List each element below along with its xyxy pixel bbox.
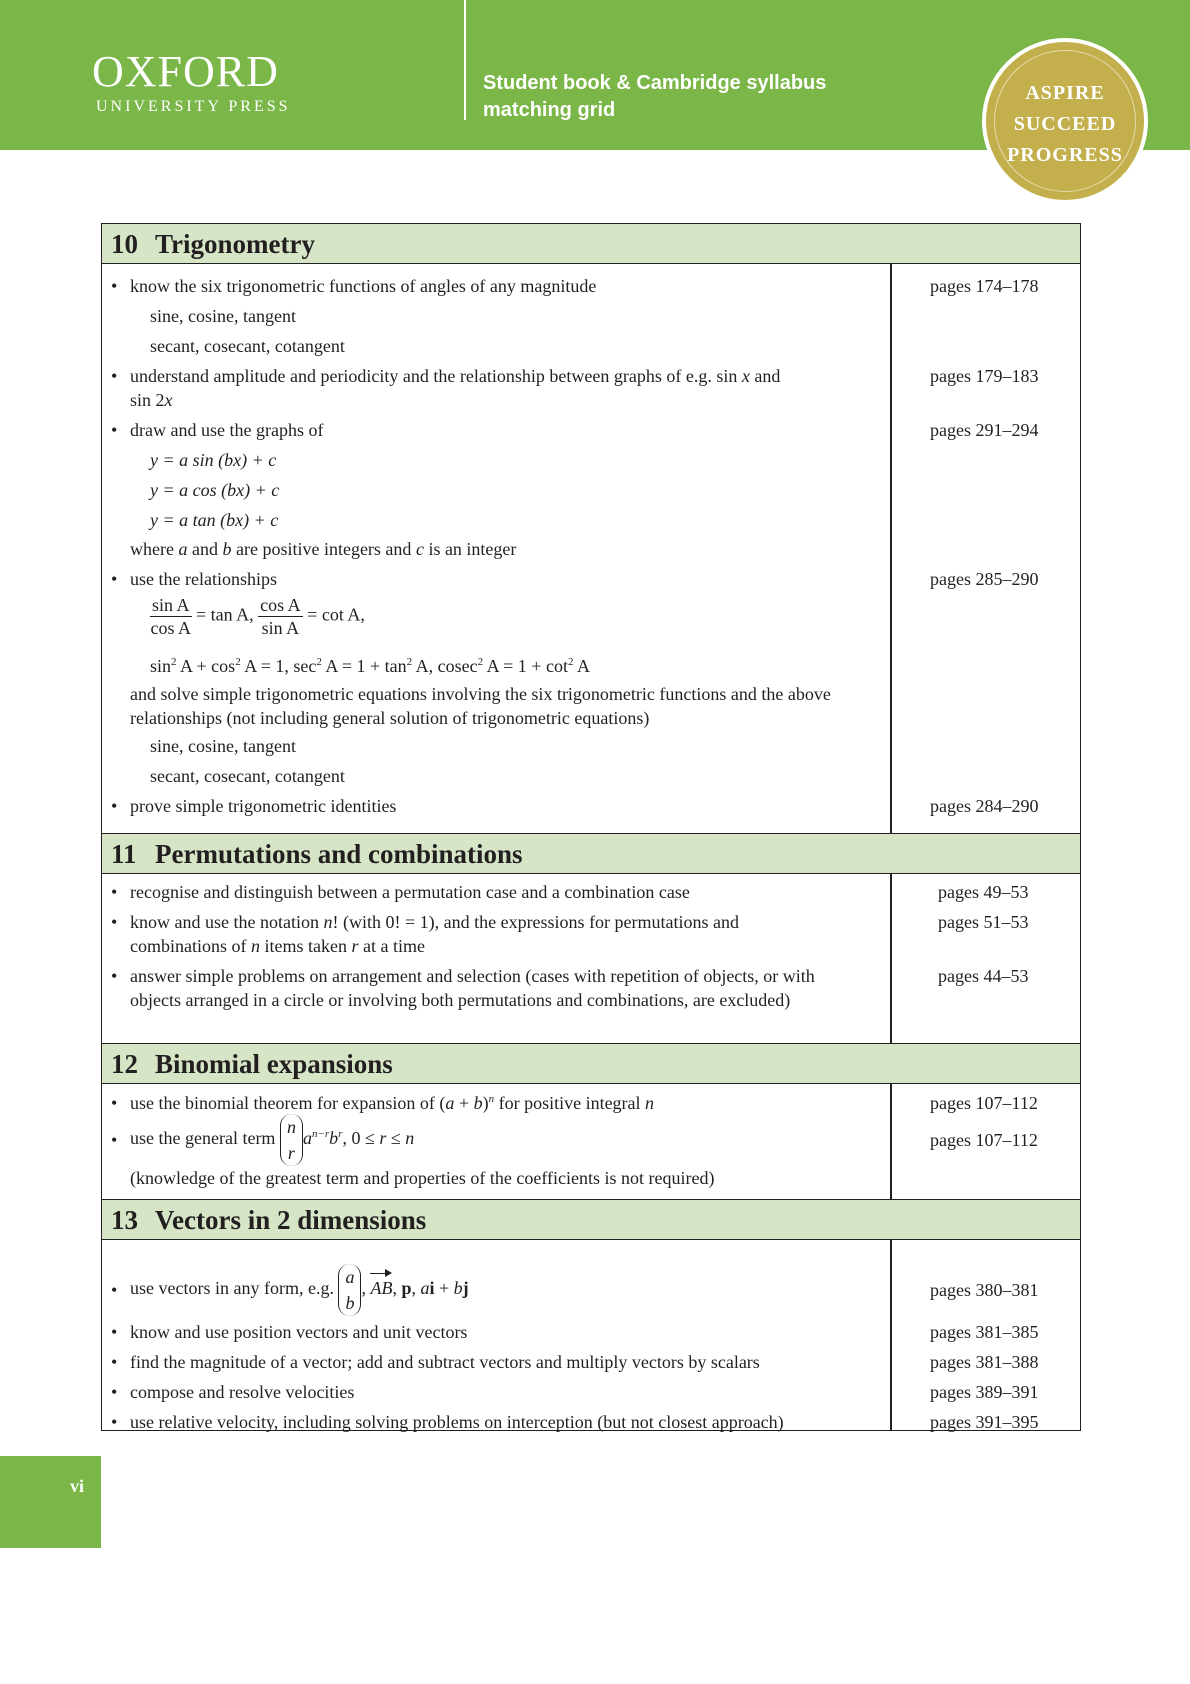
item-text: use the relationships [130,569,277,589]
section-number: 12 [111,1049,138,1079]
header-title-line2: matching grid [483,99,616,121]
item-text: prove simple trigonometric identities [130,796,397,816]
aspire-badge [982,38,1148,204]
column-divider [890,1084,892,1199]
page-reference: pages 391–395 [930,1412,1039,1432]
section-title: Binomial expansions [155,1049,393,1079]
item-text: use relative velocity, including solving problems on interception (but not closest approach) [130,1412,784,1432]
section-title: Trigonometry [155,229,315,259]
page-reference: pages 389–391 [930,1382,1039,1402]
item-text: draw and use the graphs of [130,420,324,440]
section-heading [102,1044,1080,1084]
section-number: 11 [111,839,137,869]
item-text: $\sin^2 A + \cos^2 A = 1$, $\sec^2 A = 1 + \tan^2 A$, cosec$^2$ $A = 1 + \cot^2 A$ [150,656,590,676]
item-text: find the magnitude of a vector; add and subtract vectors and multiply vectors by scalars [130,1352,760,1372]
fraction: $\frac{\text{cos A}}{\text{sin A}}$ [260,595,301,638]
item-text: understand amplitude and periodicity and the relationship between graphs of e.g. sin x and sin 2x [130,366,781,410]
item-text: know and use position vectors and unit vectors [130,1322,468,1342]
header-title [483,70,826,124]
page-reference: pages 44–53 [938,966,1029,986]
header-title-line1: Student book & Cambridge syllabus [483,72,827,94]
section-title: Vectors in 2 dimensions [155,1205,427,1235]
page-reference: pages 381–388 [930,1352,1039,1372]
equation-text: y = a sin (bx) + c [150,450,277,470]
item-text: where a and b are positive integers and c is an integer [130,539,517,559]
item-text: and solve simple trigonometric equations involving the six trigonometric functions and the above relationships (not including general solution of trigonometric equations) [130,684,831,728]
section-body [102,874,1080,1044]
item-text: compose and resolve velocities [130,1382,355,1402]
badge-word: PROGRESS [1007,144,1123,166]
header-divider [464,0,466,120]
column-divider [890,874,892,1043]
page-reference: pages 51–53 [938,912,1029,932]
badge-text [986,78,1144,171]
item-text: recognise and distinguish between a permutation case and a combination case [130,882,690,902]
page-number-tab [0,1456,101,1548]
page-reference: pages 381–385 [930,1322,1039,1342]
page-reference: pages 107–112 [930,1093,1038,1113]
publisher-logo: OXFORD [92,47,279,96]
equation-text: y = a tan (bx) + c [150,510,279,530]
item-text: answer simple problems on arrangement and selection (cases with repetition of objects, or with objects arranged in a circle or involving both permutations and combinations, are excluded) [130,966,815,1010]
section-title: Permutations and combinations [155,839,523,869]
section-heading [102,834,1080,874]
page-reference: pages 107–112 [930,1130,1038,1150]
section-number: 13 [111,1205,138,1235]
vector-arrow: AB [370,1278,393,1299]
page-reference: pages 285–290 [930,569,1039,589]
section-body [102,264,1080,834]
item-text: use the binomial theorem for expansion of $(a + b)^n$ for positive integral n [130,1093,655,1113]
publisher-logo-subtitle: UNIVERSITY PRESS [96,98,291,115]
syllabus-grid [101,223,1081,1431]
section-number: 10 [111,229,138,259]
item-text: sine, cosine, tangent [150,306,296,326]
column-divider [890,1240,892,1430]
page-reference: pages 291–294 [930,420,1039,440]
page-reference: pages 179–183 [930,366,1039,386]
fraction: $\frac{\text{sin A}}{\text{cos A}}$ [150,595,191,638]
item-text: (knowledge of the greatest term and properties of the coefficients is not required) [130,1168,715,1188]
section-heading [102,1200,1080,1240]
item-text: secant, cosecant, cotangent [150,766,345,786]
column-vector: a b [338,1264,361,1316]
page-reference: pages 49–53 [938,882,1029,902]
item-text: know and use the notation n! (with 0! = 1), and the expressions for permutations and combinations of n items taken r at a time [130,912,740,956]
badge-word: SUCCEED [1013,113,1117,135]
item-text: know the six trigonometric functions of angles of any magnitude [130,276,597,296]
section-body [102,1240,1080,1430]
column-divider [890,264,892,833]
page-reference: pages 174–178 [930,276,1039,296]
item-text: $\frac{\text{sin A}}{\text{cos A}}$ = tan A, $\frac{\text{cos A}}{\text{sin A}}$ = cot A, [150,595,365,638]
section-heading [102,224,1080,264]
item-text: use the general term n r $a^{n-r}b^r$, 0 ≤ r ≤ n [130,1114,870,1166]
equation-text: y = a cos (bx) + c [150,480,280,500]
section-body [102,1084,1080,1200]
page-number: vi [70,1476,85,1496]
page-reference: pages 380–381 [930,1280,1039,1300]
badge-word: ASPIRE [1025,82,1105,104]
item-text: secant, cosecant, cotangent [150,336,345,356]
item-text: sine, cosine, tangent [150,736,296,756]
item-text: use vectors in any form, e.g. a b , AB, p, ai + bj [130,1264,870,1316]
binomial-coefficient: n r [280,1114,303,1166]
page-reference: pages 284–290 [930,796,1039,816]
